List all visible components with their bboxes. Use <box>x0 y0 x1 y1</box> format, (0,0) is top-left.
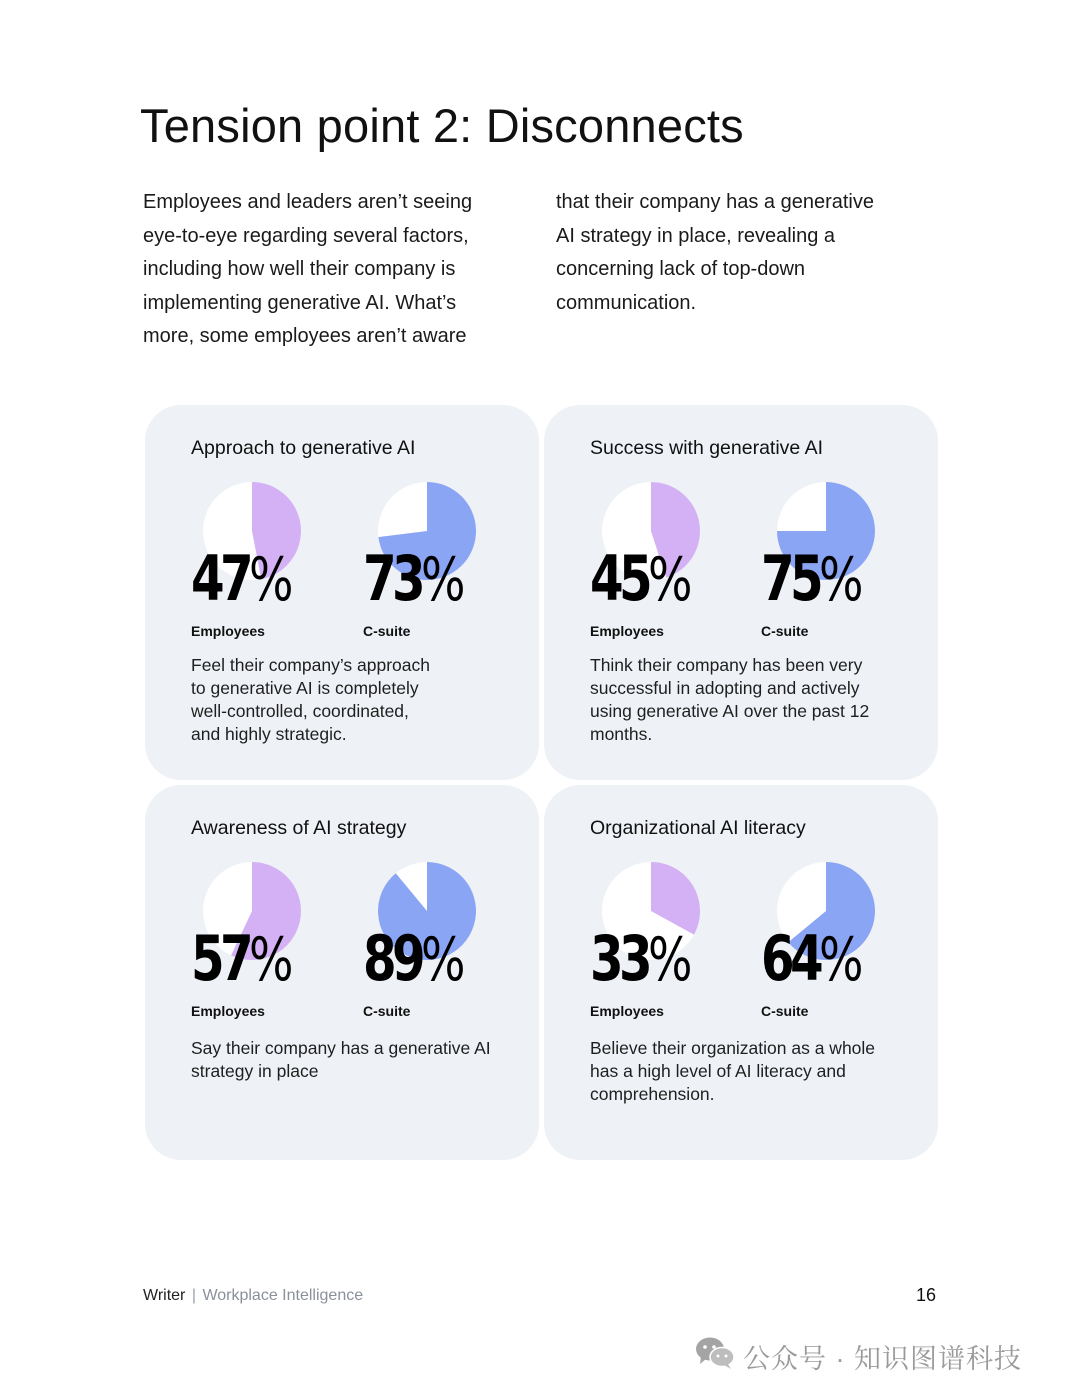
csuite-percent-number: 75 <box>761 542 819 615</box>
wechat-icon <box>695 1336 735 1377</box>
stat-card-awareness <box>145 785 539 1160</box>
percent-sign: % <box>647 925 693 995</box>
intro-line: implementing generative AI. What’s <box>143 291 457 314</box>
csuite-stat <box>761 861 921 1019</box>
stat-card-literacy <box>544 785 938 1160</box>
description-line: Feel their company’s approach <box>191 655 430 675</box>
csuite-stat <box>363 481 523 639</box>
employees-percent <box>590 541 692 618</box>
description-line: Believe their organization as a whole <box>590 1038 876 1058</box>
employees-percent <box>590 921 692 998</box>
footer-brand-name: Writer <box>143 1287 186 1304</box>
employees-label: Employees <box>590 623 664 639</box>
card-description <box>191 654 521 746</box>
card-description <box>191 1037 521 1083</box>
csuite-percent <box>761 541 863 618</box>
intro-line: communication. <box>556 291 697 314</box>
csuite-label: C-suite <box>761 1003 809 1019</box>
stat-card-success <box>544 405 938 780</box>
employees-stat <box>191 861 351 1019</box>
csuite-label: C-suite <box>363 1003 411 1019</box>
percent-sign: % <box>248 925 294 995</box>
intro-line: Employees and leaders aren’t seeing <box>143 191 473 213</box>
employees-stat <box>191 481 351 639</box>
csuite-label: C-suite <box>761 623 809 639</box>
percent-sign: % <box>647 545 693 615</box>
employees-percent <box>191 921 293 998</box>
card-description <box>590 654 920 746</box>
percent-sign: % <box>818 545 864 615</box>
card-title: Organizational AI literacy <box>590 817 806 839</box>
intro-line: AI strategy in place, revealing a <box>556 224 836 247</box>
description-line: using generative AI over the past 12 <box>590 701 870 721</box>
csuite-percent-number: 89 <box>363 922 421 995</box>
description-line: Think their company has been very <box>590 655 863 675</box>
page-number: 16 <box>916 1285 937 1305</box>
card-description <box>590 1037 920 1106</box>
footer-org-name: Workplace Intelligence <box>202 1287 364 1304</box>
employees-stat <box>590 481 750 639</box>
percent-sign: % <box>420 545 466 615</box>
csuite-percent <box>363 541 465 618</box>
percent-sign: % <box>248 545 294 615</box>
employees-percent-number: 57 <box>191 922 249 995</box>
intro-line: eye-to-eye regarding several factors, <box>143 224 469 247</box>
description-line: months. <box>590 724 653 744</box>
stat-card-approach <box>145 405 539 780</box>
intro-left-column <box>143 186 515 354</box>
percent-sign: % <box>818 925 864 995</box>
employees-percent <box>191 541 293 618</box>
card-title: Approach to generative AI <box>191 437 416 459</box>
description-line: to generative AI is completely <box>191 678 419 698</box>
csuite-stat <box>363 861 523 1019</box>
employees-percent-number: 33 <box>590 922 648 995</box>
employees-label: Employees <box>191 1003 265 1019</box>
csuite-percent <box>761 921 863 998</box>
page-title: Tension point 2: Disconnects <box>140 99 744 152</box>
description-line: and highly strategic. <box>191 724 347 744</box>
intro-line: more, some employees aren’t aware <box>143 325 467 347</box>
description-line: comprehension. <box>590 1084 715 1104</box>
csuite-label: C-suite <box>363 623 411 639</box>
card-title: Success with generative AI <box>590 437 824 459</box>
csuite-percent <box>363 921 465 998</box>
employees-stat <box>590 861 750 1019</box>
employees-label: Employees <box>191 623 265 639</box>
description-line: has a high level of AI literacy and <box>590 1061 846 1081</box>
footer-separator: | <box>191 1287 196 1304</box>
intro-line: that their company has a generative <box>556 191 874 213</box>
employees-label: Employees <box>590 1003 664 1019</box>
csuite-percent-number: 73 <box>363 542 421 615</box>
intro-right-column <box>556 186 928 320</box>
description-line: successful in adopting and actively <box>590 678 860 698</box>
percent-sign: % <box>420 925 466 995</box>
footer-brand <box>143 1287 363 1305</box>
employees-percent-number: 47 <box>191 542 249 615</box>
intro-line: including how well their company is <box>143 258 456 280</box>
employees-percent-number: 45 <box>590 542 648 615</box>
description-line: strategy in place <box>191 1061 319 1081</box>
description-line: Say their company has a generative AI <box>191 1038 491 1058</box>
intro-line: concerning lack of top-down <box>556 258 806 280</box>
card-title: Awareness of AI strategy <box>191 817 407 839</box>
description-line: well-controlled, coordinated, <box>191 701 409 721</box>
watermark <box>695 1338 1022 1374</box>
csuite-percent-number: 64 <box>761 922 819 995</box>
csuite-stat <box>761 481 921 639</box>
watermark-text: 公众号 · 知识图谱科技 <box>743 1343 1022 1374</box>
